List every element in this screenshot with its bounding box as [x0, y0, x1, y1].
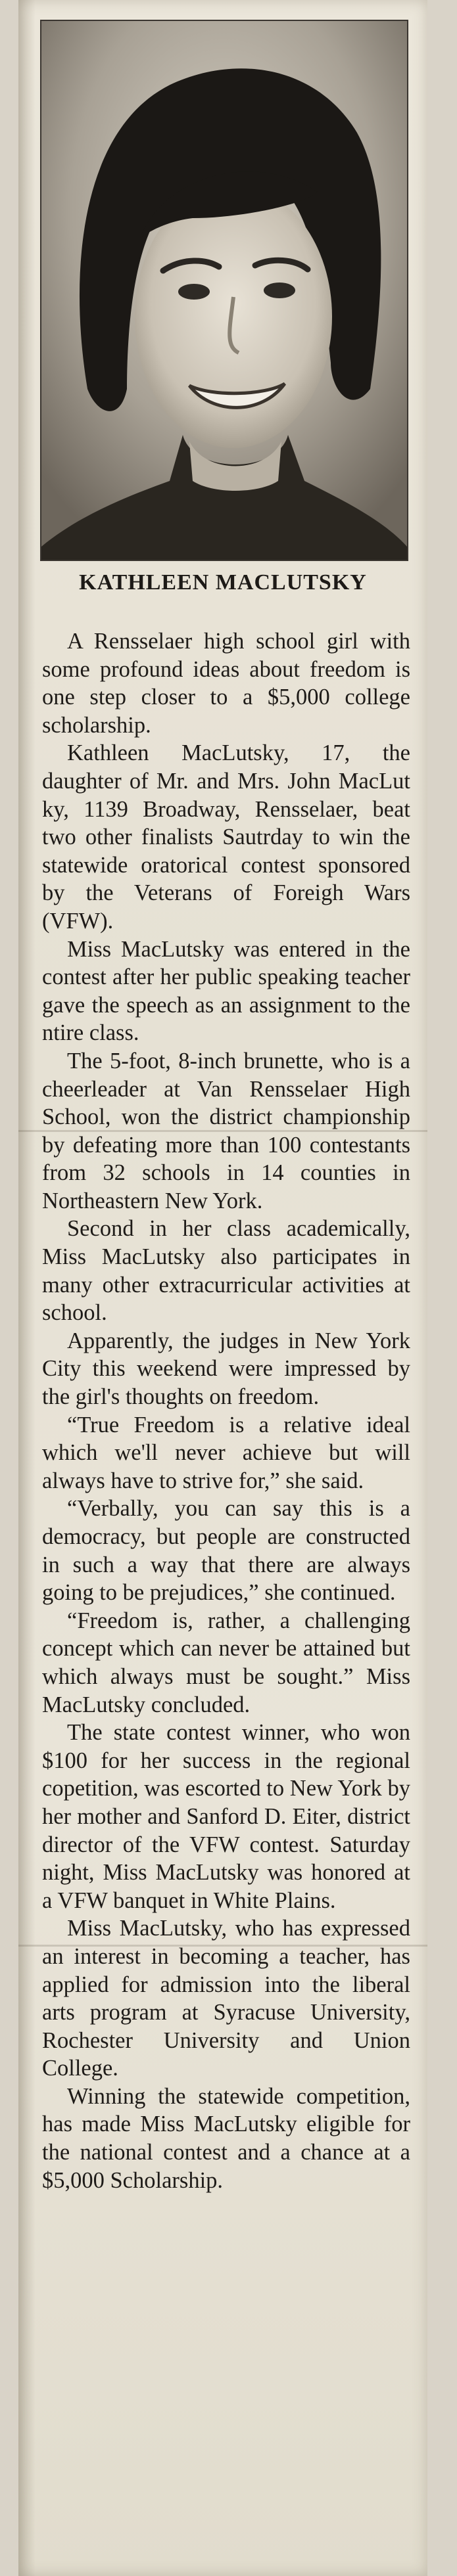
paragraph: Winning the statewide competition, has made Miss MacLutsky eligible for the national contest and a chance at a $5,000 Scholarship.	[42, 2083, 410, 2193]
portrait-photo	[40, 20, 408, 561]
article-body	[42, 627, 410, 2194]
photo-caption: KATHLEEN MACLUTSKY	[79, 570, 367, 595]
newspaper-clipping	[18, 0, 427, 2576]
paragraph: The state contest winner, who won $100 for her success in the regional copetition, was escorted to New York by her mother and Sanford D. Eiter, district director of the VFW contest. Saturday night, Miss MacLutsky was honored at a VFW banquet in White Plains.	[42, 1720, 410, 1913]
paragraph: Miss MacLutsky was entered in the contest after her public speaking teacher gave the speech as an assignment to the ntire class.	[42, 936, 410, 1046]
paper-fold-line	[18, 1945, 427, 1947]
paragraph: Apparently, the judges in New York City this weekend were impressed by the girl's thoughts on freedom.	[42, 1328, 410, 1410]
paragraph: “Verbally, you can say this is a democracy, but people are constructed in such a way that there are always going to be prejudices,” she continued.	[42, 1496, 410, 1606]
paragraph: Miss MacLutsky, who has expressed an interest in becoming a teacher, has applied for admission into the liberal arts program at Syracuse University, Rochester University and Union College.	[42, 1916, 410, 2081]
paper-fold-line	[18, 1130, 427, 1132]
portrait-illustration	[41, 21, 407, 560]
paragraph: A Rensselaer high school girl with some profound ideas about freedom is one step closer to a $5,000 college scholarship.	[42, 629, 410, 738]
paragraph: Kathleen MacLutsky, 17, the daughter of Mr. and Mrs. John MacLut ky, 1139 Broadway, Rensselaer, beat two other finalists Sautrday to win the statewide oratorical contest sponsored by the Veterans of Foreigh Wars (VFW).	[42, 740, 410, 934]
paragraph: “True Freedom is a relative ideal which we'll never achieve but will always have to strive for,” she said.	[42, 1412, 410, 1493]
paragraph: “Freedom is, rather, a challenging concept which can never be attained but which always must be sought.” Miss MacLutsky concluded.	[42, 1608, 410, 1717]
paragraph: The 5-foot, 8-inch brunette, who is a cheerleader at Van Rensselaer High School, won the district championship by defeating more than 100 contestants from 32 schools in 14 counties in Northeastern New York.	[42, 1048, 410, 1213]
paragraph: Second in her class academically, Miss MacLutsky also participates in many other extracurricular activities at school.	[42, 1216, 410, 1326]
